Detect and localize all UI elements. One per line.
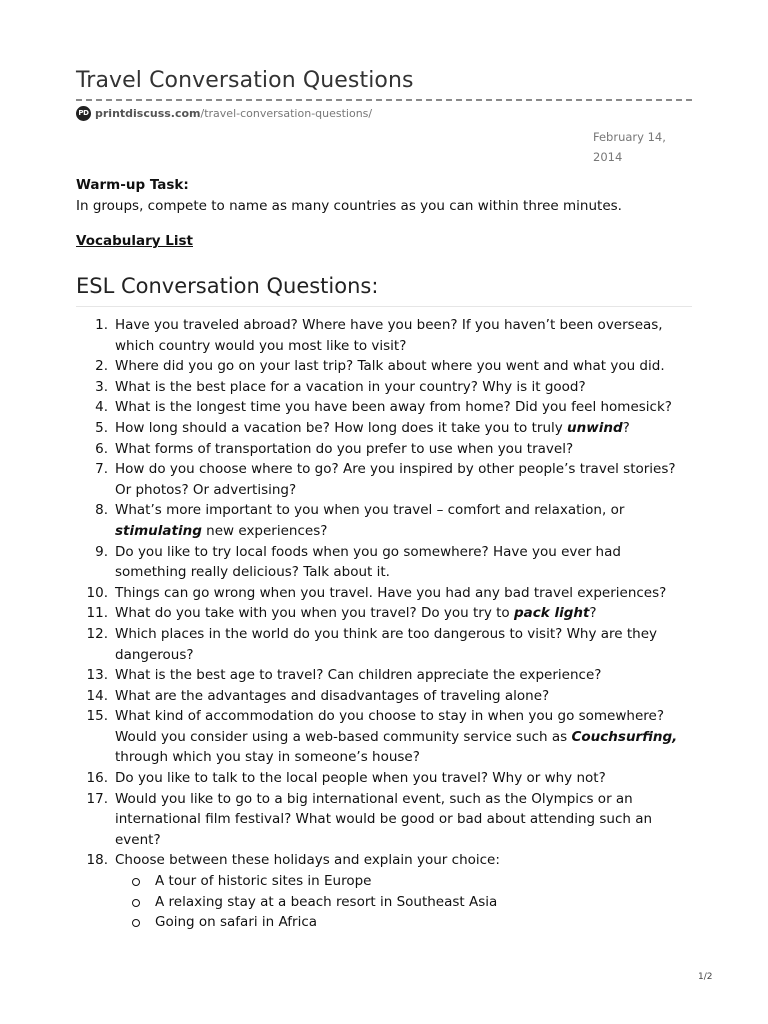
- page-title: Travel Conversation Questions: [76, 68, 414, 93]
- question-text-segment: through which you stay in someone’s house?: [115, 749, 420, 766]
- question-item: [76, 377, 692, 398]
- question-item: [76, 542, 692, 583]
- question-number: 18.: [86, 852, 108, 869]
- question-item: [76, 706, 692, 768]
- question-text-segment: How long should a vacation be? How long does it take you to truly: [115, 419, 568, 436]
- holiday-option-text: A relaxing stay at a beach resort in Southeast Asia: [155, 893, 498, 910]
- question-text-segment: Which places in the world do you think are too dangerous to visit? Why are they dangerous?: [115, 625, 658, 663]
- question-text: [115, 441, 573, 457]
- question-item: [76, 686, 692, 707]
- holiday-options-list: [115, 871, 692, 933]
- holiday-option: [115, 912, 692, 933]
- question-text-segment: Where did you go on your last trip? Talk about where you went and what you did.: [115, 358, 665, 375]
- printdiscuss-logo-icon: PD: [76, 106, 91, 121]
- source-path[interactable]: /travel-conversation-questions/: [200, 106, 373, 120]
- question-item: [76, 603, 692, 624]
- circle-bullet-icon: [132, 878, 140, 886]
- question-text: [115, 667, 601, 683]
- question-text-segment: What is the longest time you have been away from home? Did you feel homesick?: [115, 399, 672, 416]
- question-item: [76, 624, 692, 665]
- publish-date: [593, 127, 683, 167]
- holiday-option-text: Going on safari in Africa: [155, 914, 318, 931]
- questions-list: [76, 315, 692, 933]
- question-item: [76, 583, 692, 604]
- warmup-heading: Warm-up Task:: [76, 177, 189, 193]
- question-item: [76, 315, 692, 356]
- holiday-option: [115, 871, 692, 892]
- question-item: [76, 665, 692, 686]
- question-number: 17.: [86, 790, 108, 807]
- holiday-option: [115, 892, 692, 913]
- question-text-segment: Choose between these holidays and explain your choice:: [115, 852, 500, 869]
- question-text: [115, 420, 630, 436]
- question-number: 12.: [86, 625, 108, 642]
- question-item: [76, 500, 692, 541]
- vocabulary-term: pack light: [513, 605, 590, 622]
- source-domain[interactable]: printdiscuss.com: [95, 106, 201, 120]
- question-text-segment: Things can go wrong when you travel. Have you had any bad travel experiences?: [115, 584, 667, 601]
- question-text: [115, 399, 672, 415]
- question-text-segment: ?: [622, 419, 630, 436]
- section-heading: ESL Conversation Questions:: [76, 274, 379, 298]
- question-item: [76, 397, 692, 418]
- question-text-segment: Would you like to go to a big international event, such as the Olympics or an international film festival? What would be good or bad about attending such an event?: [115, 790, 653, 848]
- publish-date-line1: February 14,: [593, 130, 666, 144]
- question-item: [76, 418, 692, 439]
- circle-bullet-icon: [132, 919, 140, 927]
- question-item: [76, 356, 692, 377]
- question-text: [115, 688, 549, 704]
- question-number: 9.: [95, 543, 108, 560]
- question-number: 2.: [95, 358, 108, 375]
- question-item: [76, 768, 692, 789]
- page-number: 1/2: [698, 972, 713, 982]
- question-number: 6.: [95, 440, 108, 457]
- question-text: [115, 544, 621, 581]
- question-number: 16.: [86, 770, 108, 787]
- question-number: 7.: [95, 461, 108, 478]
- question-text: [115, 502, 624, 539]
- title-divider: [76, 99, 692, 101]
- question-number: 1.: [95, 317, 108, 333]
- question-text-segment: What forms of transportation do you prefer to use when you travel?: [115, 440, 574, 457]
- source-line: [76, 105, 372, 121]
- question-text-segment: What do you take with you when you travel? Do you try to: [115, 605, 514, 622]
- question-text: [115, 791, 652, 848]
- question-text: [115, 605, 597, 621]
- question-number: 3.: [95, 378, 108, 395]
- question-item: [76, 789, 692, 851]
- question-text-segment: What is the best place for a vacation in your country? Why is it good?: [115, 378, 586, 395]
- question-text: [115, 317, 663, 354]
- question-text-segment: Have you traveled abroad? Where have you been? If you haven’t been overseas, which country would you most like to visit?: [115, 317, 663, 354]
- question-text-segment: How do you choose where to go? Are you inspired by other people’s travel stories? Or photos? Or advertising?: [115, 461, 676, 498]
- section-divider: [76, 306, 692, 307]
- circle-bullet-icon: [132, 899, 140, 907]
- question-text: [115, 585, 666, 601]
- vocabulary-term: unwind: [567, 419, 623, 436]
- vocabulary-list-link[interactable]: Vocabulary List: [76, 233, 193, 249]
- question-text: [115, 358, 665, 374]
- publish-date-line2: 2014: [593, 150, 623, 164]
- question-text-segment: What are the advantages and disadvantages of traveling alone?: [115, 687, 550, 704]
- question-text-segment: What kind of accommodation do you choose to stay in when you go somewhere? Would you consider using a web-based community service such as: [115, 708, 664, 745]
- question-number: 15.: [86, 708, 108, 725]
- vocabulary-term: stimulating: [115, 522, 202, 539]
- question-text: [115, 379, 586, 395]
- question-number: 14.: [86, 687, 108, 704]
- question-text: [115, 770, 606, 786]
- question-number: 11.: [86, 605, 108, 622]
- question-item: [76, 459, 692, 500]
- question-text-segment: What’s more important to you when you travel – comfort and relaxation, or: [115, 502, 625, 519]
- question-text: [115, 461, 676, 498]
- question-text: [115, 852, 500, 868]
- vocabulary-term: Couchsurfing,: [571, 728, 678, 745]
- warmup-text: In groups, compete to name as many countries as you can within three minutes.: [76, 198, 622, 214]
- question-number: 8.: [95, 502, 108, 519]
- question-text: [115, 626, 657, 663]
- question-item: [76, 439, 692, 460]
- question-text-segment: ?: [589, 605, 597, 622]
- question-number: 13.: [86, 667, 108, 684]
- question-text-segment: new experiences?: [201, 522, 328, 539]
- question-number: 4.: [95, 399, 108, 416]
- question-number: 5.: [95, 419, 108, 436]
- holiday-option-text: A tour of historic sites in Europe: [155, 873, 372, 890]
- question-text-segment: Do you like to try local foods when you go somewhere? Have you ever had something really delicious? Talk about it.: [115, 543, 621, 581]
- question-text-segment: Do you like to talk to the local people when you travel? Why or why not?: [115, 770, 606, 787]
- question-text-segment: What is the best age to travel? Can children appreciate the experience?: [115, 667, 602, 684]
- question-item: [76, 850, 692, 932]
- question-number: 10.: [86, 584, 108, 601]
- question-text: [115, 708, 677, 765]
